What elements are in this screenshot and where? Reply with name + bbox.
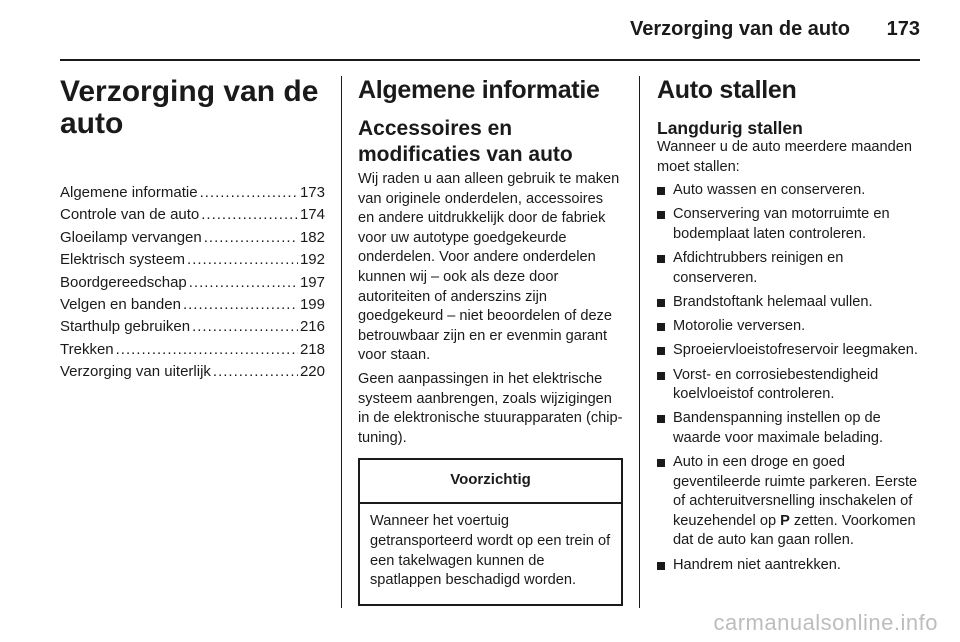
running-title: Verzorging van de auto: [629, 18, 850, 40]
toc-entry[interactable]: [60, 227, 325, 249]
page-number: 173: [886, 18, 920, 40]
list-item: [657, 181, 920, 201]
header-rule: [60, 59, 920, 61]
toc-entry-label: Verzorging van uiterlijk: [60, 363, 211, 381]
toc-entry[interactable]: [60, 316, 325, 338]
storage-checklist: [657, 181, 920, 575]
toc-leader: [183, 294, 298, 316]
list-item-text: Auto wassen en conserveren.: [673, 182, 866, 199]
toc-entry[interactable]: [60, 204, 325, 226]
bullet-icon: [657, 255, 665, 263]
chapter-title: [60, 76, 325, 140]
toc-leader: [116, 339, 298, 361]
list-item-text: Sproeiervloeistofreservoir leegmaken.: [673, 342, 918, 359]
toc-entry-page: 192: [299, 251, 325, 269]
caution-text: Wanneer het voertuig getransporteerd wordt op een trein of een takelwagen kunnen de spatlappen beschadigd worden.: [370, 513, 611, 589]
subsection-heading-line: Accessoires en: [358, 117, 513, 140]
toc-entry-label: Velgen en banden: [60, 296, 181, 314]
list-item-text-part: Auto in een droge en goed geventileerde ruimte parkeren. Eerste of achteruitversnelling inschakelen of keuzehendel op: [673, 454, 918, 529]
list-item-text: Brandstoftank helemaal vullen.: [673, 293, 873, 310]
toc-entry[interactable]: [60, 361, 325, 383]
table-of-contents: [60, 182, 325, 384]
bullet-icon: [657, 299, 665, 307]
list-item: [657, 453, 920, 551]
chapter-title-line: auto: [60, 107, 124, 140]
watermark: carmanualsonline.info: [713, 610, 938, 635]
toc-entry-label: Gloeilamp vervangen: [60, 228, 202, 246]
storage-column: [657, 76, 920, 580]
list-item: [657, 293, 920, 313]
general-info-column: [358, 76, 623, 606]
section-heading: Algemene informatie: [358, 76, 600, 104]
toc-entry[interactable]: [60, 294, 325, 316]
list-item-text: [673, 454, 917, 548]
intro-paragraph: Wanneer u de auto meerdere maanden moet stallen:: [657, 139, 913, 175]
subsection-heading-line: modificaties van auto: [358, 143, 573, 166]
list-item-text: Vorst- en corrosiebestendigheid koelvloeistof controleren.: [673, 366, 879, 403]
toc-leader: [189, 272, 298, 294]
subsection-heading: [358, 116, 623, 168]
bullet-icon: [657, 372, 665, 380]
toc-leader: [192, 316, 298, 338]
body-paragraph: Geen aanpassingen in het elektrische systeem aanbrengen, zoals wijzigingen in de elektronische stuurapparaten (chip-tuning).: [358, 370, 623, 446]
list-item: [657, 341, 920, 361]
toc-leader: [200, 182, 298, 204]
bullet-icon: [657, 347, 665, 355]
toc-entry[interactable]: [60, 182, 325, 204]
list-item-text: Afdichtrubbers reinigen en conserveren.: [673, 250, 844, 286]
toc-entry-label: Boordgereedschap: [60, 273, 187, 291]
gear-position-p: P: [780, 512, 790, 529]
chapter-title-line: Verzorging van de: [60, 75, 319, 108]
bullet-icon: [657, 323, 665, 331]
caution-box: [358, 458, 623, 605]
toc-entry-page: 182: [299, 228, 325, 246]
toc-entry-label: Elektrisch systeem: [60, 251, 186, 269]
list-item: [657, 556, 920, 576]
toc-entry-page: 218: [299, 340, 325, 358]
column-divider: [341, 76, 342, 608]
toc-entry[interactable]: [60, 339, 325, 361]
bullet-icon: [657, 562, 665, 570]
subsection-heading: Langdurig stallen: [657, 118, 803, 138]
toc-entry[interactable]: [60, 272, 325, 294]
list-item: [657, 249, 920, 288]
toc-leader: [204, 227, 298, 249]
toc-entry-page: 220: [299, 363, 325, 381]
bullet-icon: [657, 211, 665, 219]
list-item: [657, 366, 920, 405]
toc-entry-label: Starthulp gebruiken: [60, 318, 191, 336]
toc-leader: [187, 249, 298, 271]
list-item-text: Bandenspanning instellen op de waarde voor maximale belading.: [673, 410, 884, 446]
bullet-icon: [657, 459, 665, 467]
toc-entry-page: 174: [299, 206, 325, 224]
section-heading: Auto stallen: [657, 76, 797, 104]
caution-title: Voorzichtig: [360, 460, 621, 504]
list-item: [657, 205, 920, 244]
bullet-icon: [657, 415, 665, 423]
list-item-text-part: zetten. Voorkomen dat de auto kan gaan rollen.: [673, 512, 916, 549]
toc-leader: [201, 204, 298, 226]
list-item-text: Conservering van motorruimte en bodemplaat laten controleren.: [673, 206, 890, 242]
toc-leader: [213, 361, 298, 383]
list-item: [657, 409, 920, 448]
chapter-column: [60, 76, 325, 384]
bullet-icon: [657, 187, 665, 195]
toc-entry-label: Trekken: [60, 340, 114, 358]
toc-entry-page: 199: [299, 296, 325, 314]
toc-entry-label: Controle van de auto: [60, 206, 200, 224]
body-paragraph: Wij raden u aan alleen gebruik te maken van originele onderdelen, accessoires en andere uitdrukkelijk door de fabriek voor uw autotype goedgekeurde onderdelen. Voor andere onderdelen kunnen wij – ook als deze door autoriteiten of anderszins zijn goedgekeurd – niet beoordelen of deze betrouwbaar zijn en er evenmin garant voor staan.: [358, 171, 620, 364]
list-item-text: Motorolie verversen.: [673, 318, 806, 335]
toc-entry-label: Algemene informatie: [60, 184, 198, 201]
toc-entry-page: 197: [299, 273, 325, 291]
toc-entry-page: 216: [299, 318, 325, 336]
list-item-text: Handrem niet aantrekken.: [673, 556, 841, 573]
list-item: [657, 317, 920, 337]
toc-entry-page: 173: [299, 184, 325, 201]
column-divider: [639, 76, 640, 608]
page-header: [0, 0, 960, 60]
toc-entry[interactable]: [60, 249, 325, 271]
